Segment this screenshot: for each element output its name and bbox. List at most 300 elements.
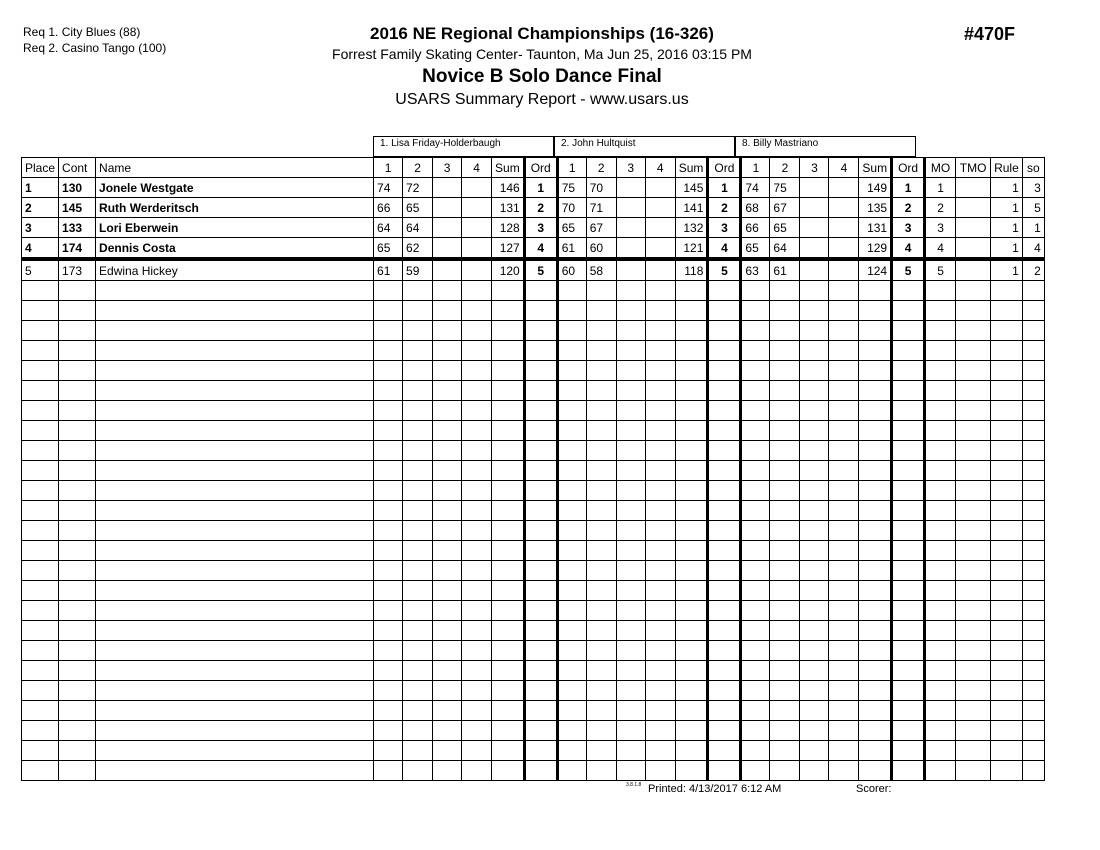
cell-j2-ord bbox=[708, 341, 741, 361]
cell-rule: 1 bbox=[991, 178, 1023, 198]
cell-j1-ord bbox=[524, 621, 557, 641]
cell-j1-s4 bbox=[462, 601, 492, 621]
cell-j2-sum bbox=[675, 281, 708, 301]
cell-j2-s4 bbox=[645, 218, 675, 238]
cell-mo bbox=[925, 621, 956, 641]
cell-j3-s4 bbox=[829, 361, 859, 381]
judge-1-header: 1. Lisa Friday-Holderbaugh bbox=[373, 136, 554, 157]
report-title: USARS Summary Report - www.usars.us bbox=[395, 91, 689, 108]
cell-j3-ord bbox=[892, 321, 925, 341]
cell-j3-s2 bbox=[770, 681, 800, 701]
cell-j3-sum bbox=[859, 361, 892, 381]
cell-so bbox=[1022, 541, 1044, 561]
cell-j3-sum bbox=[859, 681, 892, 701]
cell-rule: 1 bbox=[991, 259, 1023, 281]
cell-j3-s2 bbox=[770, 301, 800, 321]
cell-so bbox=[1022, 661, 1044, 681]
cell-cont bbox=[59, 581, 96, 601]
cell-j2-s3 bbox=[616, 218, 645, 238]
cell-j2-ord bbox=[708, 301, 741, 321]
cell-place bbox=[22, 741, 59, 761]
cell-j1-s3 bbox=[433, 461, 462, 481]
cell-j3-ord: 4 bbox=[892, 238, 925, 260]
cell-place bbox=[22, 661, 59, 681]
table-row bbox=[22, 661, 1045, 681]
cell-mo bbox=[925, 561, 956, 581]
cell-j1-s4 bbox=[462, 481, 492, 501]
cell-j3-ord bbox=[892, 421, 925, 441]
cell-j2-sum: 121 bbox=[675, 238, 708, 260]
cell-j1-s2 bbox=[403, 421, 433, 441]
header-j2-ord: Ord bbox=[708, 158, 741, 178]
cell-mo bbox=[925, 441, 956, 461]
cell-j3-s1 bbox=[741, 621, 770, 641]
cell-j2-s3 bbox=[616, 621, 645, 641]
cell-j1-s1 bbox=[374, 321, 403, 341]
cell-so: 2 bbox=[1022, 259, 1044, 281]
cell-j1-ord bbox=[524, 581, 557, 601]
cell-j1-ord bbox=[524, 381, 557, 401]
cell-j3-sum bbox=[859, 601, 892, 621]
cell-name bbox=[96, 701, 374, 721]
cell-j1-s3 bbox=[433, 561, 462, 581]
cell-j1-s3 bbox=[433, 481, 462, 501]
cell-j2-s1: 65 bbox=[557, 218, 586, 238]
cell-j1-s3 bbox=[433, 661, 462, 681]
cell-j1-s2 bbox=[403, 561, 433, 581]
cell-j3-s4 bbox=[829, 421, 859, 441]
cell-j2-s1 bbox=[557, 561, 586, 581]
cell-cont bbox=[59, 341, 96, 361]
cell-j1-s1 bbox=[374, 561, 403, 581]
cell-j3-sum bbox=[859, 281, 892, 301]
cell-j2-s3 bbox=[616, 401, 645, 421]
cell-j1-s2: 65 bbox=[403, 198, 433, 218]
cell-j2-ord bbox=[708, 621, 741, 641]
cell-j1-s4 bbox=[462, 361, 492, 381]
cell-j3-sum bbox=[859, 301, 892, 321]
cell-j2-ord bbox=[708, 641, 741, 661]
cell-j2-ord bbox=[708, 381, 741, 401]
cell-cont: 130 bbox=[59, 178, 96, 198]
cell-j2-s4 bbox=[645, 521, 675, 541]
cell-j2-s2 bbox=[586, 541, 616, 561]
cell-place bbox=[22, 421, 59, 441]
cell-place bbox=[22, 461, 59, 481]
cell-j2-s2: 67 bbox=[586, 218, 616, 238]
cell-so bbox=[1022, 581, 1044, 601]
cell-j3-sum bbox=[859, 501, 892, 521]
cell-j1-s4 bbox=[462, 661, 492, 681]
cell-j3-ord bbox=[892, 561, 925, 581]
header-cont: Cont bbox=[59, 158, 96, 178]
cell-rule bbox=[991, 761, 1023, 781]
cell-name: Ruth Werderitsch bbox=[96, 198, 374, 218]
cell-so bbox=[1022, 381, 1044, 401]
cell-j1-sum: 131 bbox=[492, 198, 525, 218]
cell-tmo bbox=[956, 321, 991, 341]
cell-j1-s4 bbox=[462, 561, 492, 581]
cell-j3-s3 bbox=[800, 721, 829, 741]
cell-j1-s2: 64 bbox=[403, 218, 433, 238]
cell-rule bbox=[991, 281, 1023, 301]
cell-j1-s1 bbox=[374, 401, 403, 421]
cell-j1-sum bbox=[492, 501, 525, 521]
cell-tmo bbox=[956, 681, 991, 701]
cell-place bbox=[22, 481, 59, 501]
cell-j3-sum bbox=[859, 561, 892, 581]
cell-so bbox=[1022, 401, 1044, 421]
cell-place bbox=[22, 401, 59, 421]
cell-j2-s1 bbox=[557, 621, 586, 641]
cell-cont bbox=[59, 561, 96, 581]
cell-cont bbox=[59, 421, 96, 441]
cell-j3-ord: 2 bbox=[892, 198, 925, 218]
cell-j2-s2: 60 bbox=[586, 238, 616, 260]
cell-rule bbox=[991, 301, 1023, 321]
cell-j3-s2 bbox=[770, 741, 800, 761]
cell-j1-s3 bbox=[433, 401, 462, 421]
cell-j1-ord bbox=[524, 741, 557, 761]
cell-j2-s3 bbox=[616, 601, 645, 621]
cell-j3-sum: 124 bbox=[859, 259, 892, 281]
cell-j1-sum bbox=[492, 641, 525, 661]
cell-j3-ord bbox=[892, 741, 925, 761]
cell-j2-ord bbox=[708, 601, 741, 621]
cell-j1-s3 bbox=[433, 421, 462, 441]
cell-tmo bbox=[956, 601, 991, 621]
table-row bbox=[22, 341, 1045, 361]
cell-so bbox=[1022, 461, 1044, 481]
cell-j2-ord bbox=[708, 681, 741, 701]
cell-name bbox=[96, 561, 374, 581]
cell-j1-s3 bbox=[433, 601, 462, 621]
cell-so bbox=[1022, 601, 1044, 621]
cell-so: 1 bbox=[1022, 218, 1044, 238]
cell-j2-s1 bbox=[557, 341, 586, 361]
cell-j1-ord bbox=[524, 681, 557, 701]
cell-j3-ord bbox=[892, 621, 925, 641]
cell-j1-sum bbox=[492, 381, 525, 401]
cell-j2-sum: 145 bbox=[675, 178, 708, 198]
cell-j1-s2 bbox=[403, 301, 433, 321]
cell-j2-sum bbox=[675, 641, 708, 661]
cell-j3-sum bbox=[859, 661, 892, 681]
cell-so bbox=[1022, 721, 1044, 741]
cell-j1-s2 bbox=[403, 281, 433, 301]
cell-j3-sum bbox=[859, 441, 892, 461]
cell-j1-sum bbox=[492, 521, 525, 541]
cell-j1-ord: 2 bbox=[524, 198, 557, 218]
cell-j1-s4 bbox=[462, 198, 492, 218]
table-row bbox=[22, 681, 1045, 701]
cell-j2-s2 bbox=[586, 561, 616, 581]
cell-j2-ord: 1 bbox=[708, 178, 741, 198]
cell-j2-sum bbox=[675, 481, 708, 501]
cell-j3-sum bbox=[859, 761, 892, 781]
cell-cont bbox=[59, 681, 96, 701]
cell-j2-s2 bbox=[586, 641, 616, 661]
cell-j1-sum bbox=[492, 421, 525, 441]
cell-j2-s2: 70 bbox=[586, 178, 616, 198]
header-j1-s2: 2 bbox=[403, 158, 433, 178]
cell-j3-sum bbox=[859, 421, 892, 441]
cell-j3-sum bbox=[859, 401, 892, 421]
cell-j3-sum bbox=[859, 341, 892, 361]
cell-j2-s3 bbox=[616, 541, 645, 561]
cell-name: Edwina Hickey bbox=[96, 259, 374, 281]
cell-name bbox=[96, 661, 374, 681]
cell-j3-sum bbox=[859, 701, 892, 721]
cell-mo bbox=[925, 521, 956, 541]
cell-so bbox=[1022, 501, 1044, 521]
cell-name: Lori Eberwein bbox=[96, 218, 374, 238]
cell-j3-s2 bbox=[770, 481, 800, 501]
cell-j2-s3 bbox=[616, 581, 645, 601]
cell-j2-s2 bbox=[586, 621, 616, 641]
cell-j3-s2 bbox=[770, 361, 800, 381]
cell-so bbox=[1022, 421, 1044, 441]
cell-j3-ord bbox=[892, 461, 925, 481]
cell-tmo bbox=[956, 641, 991, 661]
cell-j3-s3 bbox=[800, 441, 829, 461]
cell-j3-sum: 149 bbox=[859, 178, 892, 198]
event-title: Novice B Solo Dance Final bbox=[422, 66, 662, 87]
cell-j1-s3 bbox=[433, 741, 462, 761]
cell-j1-s4 bbox=[462, 741, 492, 761]
cell-j2-s4 bbox=[645, 441, 675, 461]
header-j3-ord: Ord bbox=[892, 158, 925, 178]
cell-j3-sum bbox=[859, 521, 892, 541]
cell-rule bbox=[991, 441, 1023, 461]
cell-j2-sum: 118 bbox=[675, 259, 708, 281]
cell-tmo bbox=[956, 481, 991, 501]
cell-j3-s3 bbox=[800, 461, 829, 481]
cell-j2-s4 bbox=[645, 281, 675, 301]
cell-j2-s1 bbox=[557, 421, 586, 441]
cell-j1-ord bbox=[524, 441, 557, 461]
cell-j1-sum bbox=[492, 561, 525, 581]
cell-name bbox=[96, 461, 374, 481]
cell-j3-s4 bbox=[829, 501, 859, 521]
cell-j1-s2 bbox=[403, 521, 433, 541]
cell-j3-ord bbox=[892, 361, 925, 381]
cell-place: 2 bbox=[22, 198, 59, 218]
cell-j1-ord bbox=[524, 701, 557, 721]
cell-j3-ord bbox=[892, 501, 925, 521]
cell-j2-ord: 3 bbox=[708, 218, 741, 238]
cell-cont bbox=[59, 621, 96, 641]
cell-j1-ord bbox=[524, 341, 557, 361]
cell-j3-s3 bbox=[800, 321, 829, 341]
cell-so bbox=[1022, 281, 1044, 301]
cell-j3-s2 bbox=[770, 621, 800, 641]
cell-tmo bbox=[956, 741, 991, 761]
cell-j2-s4 bbox=[645, 741, 675, 761]
cell-rule bbox=[991, 561, 1023, 581]
cell-j3-s1 bbox=[741, 301, 770, 321]
cell-j2-s3 bbox=[616, 741, 645, 761]
cell-j2-s3 bbox=[616, 178, 645, 198]
cell-j3-s1 bbox=[741, 721, 770, 741]
cell-tmo bbox=[956, 238, 991, 260]
cell-place bbox=[22, 521, 59, 541]
cell-j1-s3 bbox=[433, 301, 462, 321]
cell-j3-s1 bbox=[741, 381, 770, 401]
cell-rule bbox=[991, 601, 1023, 621]
cell-mo: 5 bbox=[925, 259, 956, 281]
cell-j1-s2 bbox=[403, 401, 433, 421]
cell-mo bbox=[925, 341, 956, 361]
cell-so bbox=[1022, 641, 1044, 661]
cell-j3-ord bbox=[892, 381, 925, 401]
header-mo: MO bbox=[925, 158, 956, 178]
cell-j1-s4 bbox=[462, 421, 492, 441]
cell-j3-s1 bbox=[741, 661, 770, 681]
cell-j3-s1 bbox=[741, 321, 770, 341]
cell-j1-sum bbox=[492, 741, 525, 761]
cell-j2-s4 bbox=[645, 321, 675, 341]
cell-j1-s2 bbox=[403, 661, 433, 681]
cell-mo bbox=[925, 541, 956, 561]
cell-j1-s4 bbox=[462, 218, 492, 238]
cell-j1-sum bbox=[492, 701, 525, 721]
cell-j1-s1 bbox=[374, 741, 403, 761]
cell-tmo bbox=[956, 178, 991, 198]
cell-j3-s2 bbox=[770, 761, 800, 781]
cell-j1-ord: 3 bbox=[524, 218, 557, 238]
cell-tmo bbox=[956, 361, 991, 381]
cell-j2-s4 bbox=[645, 581, 675, 601]
header-so: so bbox=[1022, 158, 1044, 178]
cell-mo: 1 bbox=[925, 178, 956, 198]
cell-j3-s2: 75 bbox=[770, 178, 800, 198]
cell-j1-ord bbox=[524, 481, 557, 501]
cell-j3-s4 bbox=[829, 481, 859, 501]
cell-j1-s4 bbox=[462, 401, 492, 421]
cell-j2-s4 bbox=[645, 601, 675, 621]
cell-j3-s4 bbox=[829, 259, 859, 281]
cell-mo bbox=[925, 481, 956, 501]
cell-j1-s1 bbox=[374, 661, 403, 681]
cell-j3-ord bbox=[892, 721, 925, 741]
cell-j2-sum bbox=[675, 581, 708, 601]
cell-j3-s1 bbox=[741, 461, 770, 481]
header-j1-sum: Sum bbox=[492, 158, 525, 178]
cell-place: 3 bbox=[22, 218, 59, 238]
cell-j1-sum bbox=[492, 601, 525, 621]
cell-j2-s1 bbox=[557, 541, 586, 561]
cell-j1-s2 bbox=[403, 361, 433, 381]
table-row bbox=[22, 601, 1045, 621]
cell-j3-s2 bbox=[770, 341, 800, 361]
cell-j2-s2 bbox=[586, 461, 616, 481]
cell-place bbox=[22, 641, 59, 661]
cell-j2-s3 bbox=[616, 259, 645, 281]
cell-j2-s1 bbox=[557, 581, 586, 601]
cell-j3-ord bbox=[892, 301, 925, 321]
cell-j2-s1 bbox=[557, 361, 586, 381]
cell-j2-s1 bbox=[557, 401, 586, 421]
cell-j2-s1 bbox=[557, 661, 586, 681]
cell-name bbox=[96, 621, 374, 641]
cell-j2-sum bbox=[675, 381, 708, 401]
cell-j3-ord bbox=[892, 441, 925, 461]
cell-mo bbox=[925, 461, 956, 481]
cell-so bbox=[1022, 321, 1044, 341]
cell-j1-s4 bbox=[462, 641, 492, 661]
cell-j2-sum: 141 bbox=[675, 198, 708, 218]
cell-j1-s3 bbox=[433, 321, 462, 341]
cell-name bbox=[96, 401, 374, 421]
cell-j3-s1 bbox=[741, 601, 770, 621]
cell-place bbox=[22, 761, 59, 781]
cell-cont bbox=[59, 521, 96, 541]
cell-j1-ord bbox=[524, 521, 557, 541]
cell-j2-s3 bbox=[616, 481, 645, 501]
cell-j2-s3 bbox=[616, 761, 645, 781]
cell-name: Dennis Costa bbox=[96, 238, 374, 260]
cell-j1-ord bbox=[524, 301, 557, 321]
cell-j1-sum bbox=[492, 761, 525, 781]
cell-j2-s3 bbox=[616, 721, 645, 741]
cell-j2-s2 bbox=[586, 341, 616, 361]
cell-j3-s2 bbox=[770, 321, 800, 341]
cell-j2-s3 bbox=[616, 301, 645, 321]
cell-j3-s3 bbox=[800, 341, 829, 361]
cell-j3-ord bbox=[892, 521, 925, 541]
cell-j1-ord bbox=[524, 361, 557, 381]
cell-j1-s1 bbox=[374, 281, 403, 301]
cell-mo: 3 bbox=[925, 218, 956, 238]
cell-j2-s1 bbox=[557, 721, 586, 741]
cell-j2-s1 bbox=[557, 321, 586, 341]
cell-name bbox=[96, 641, 374, 661]
cell-j3-s1 bbox=[741, 501, 770, 521]
cell-j2-sum bbox=[675, 541, 708, 561]
cell-rule: 1 bbox=[991, 198, 1023, 218]
table-row bbox=[22, 501, 1045, 521]
cell-rule bbox=[991, 721, 1023, 741]
cell-j1-s2 bbox=[403, 761, 433, 781]
cell-j1-s2 bbox=[403, 441, 433, 461]
cell-j2-s4 bbox=[645, 361, 675, 381]
cell-j2-ord bbox=[708, 541, 741, 561]
cell-j3-s2: 65 bbox=[770, 218, 800, 238]
cell-j1-sum bbox=[492, 681, 525, 701]
cell-j3-s2 bbox=[770, 441, 800, 461]
table-row bbox=[22, 741, 1045, 761]
cell-place bbox=[22, 701, 59, 721]
cell-rule bbox=[991, 481, 1023, 501]
cell-j3-s2 bbox=[770, 461, 800, 481]
cell-j3-s4 bbox=[829, 621, 859, 641]
cell-j3-s3 bbox=[800, 238, 829, 260]
cell-rule bbox=[991, 581, 1023, 601]
cell-j2-sum bbox=[675, 361, 708, 381]
table-row bbox=[22, 238, 1045, 260]
requirement-2: Req 2. Casino Tango (100) bbox=[23, 41, 167, 55]
cell-j1-s4 bbox=[462, 441, 492, 461]
cell-j2-s1 bbox=[557, 681, 586, 701]
cell-j3-s3 bbox=[800, 601, 829, 621]
table-row bbox=[22, 281, 1045, 301]
cell-so: 5 bbox=[1022, 198, 1044, 218]
cell-j3-sum bbox=[859, 581, 892, 601]
table-row bbox=[22, 641, 1045, 661]
cell-j1-ord bbox=[524, 321, 557, 341]
cell-tmo bbox=[956, 421, 991, 441]
